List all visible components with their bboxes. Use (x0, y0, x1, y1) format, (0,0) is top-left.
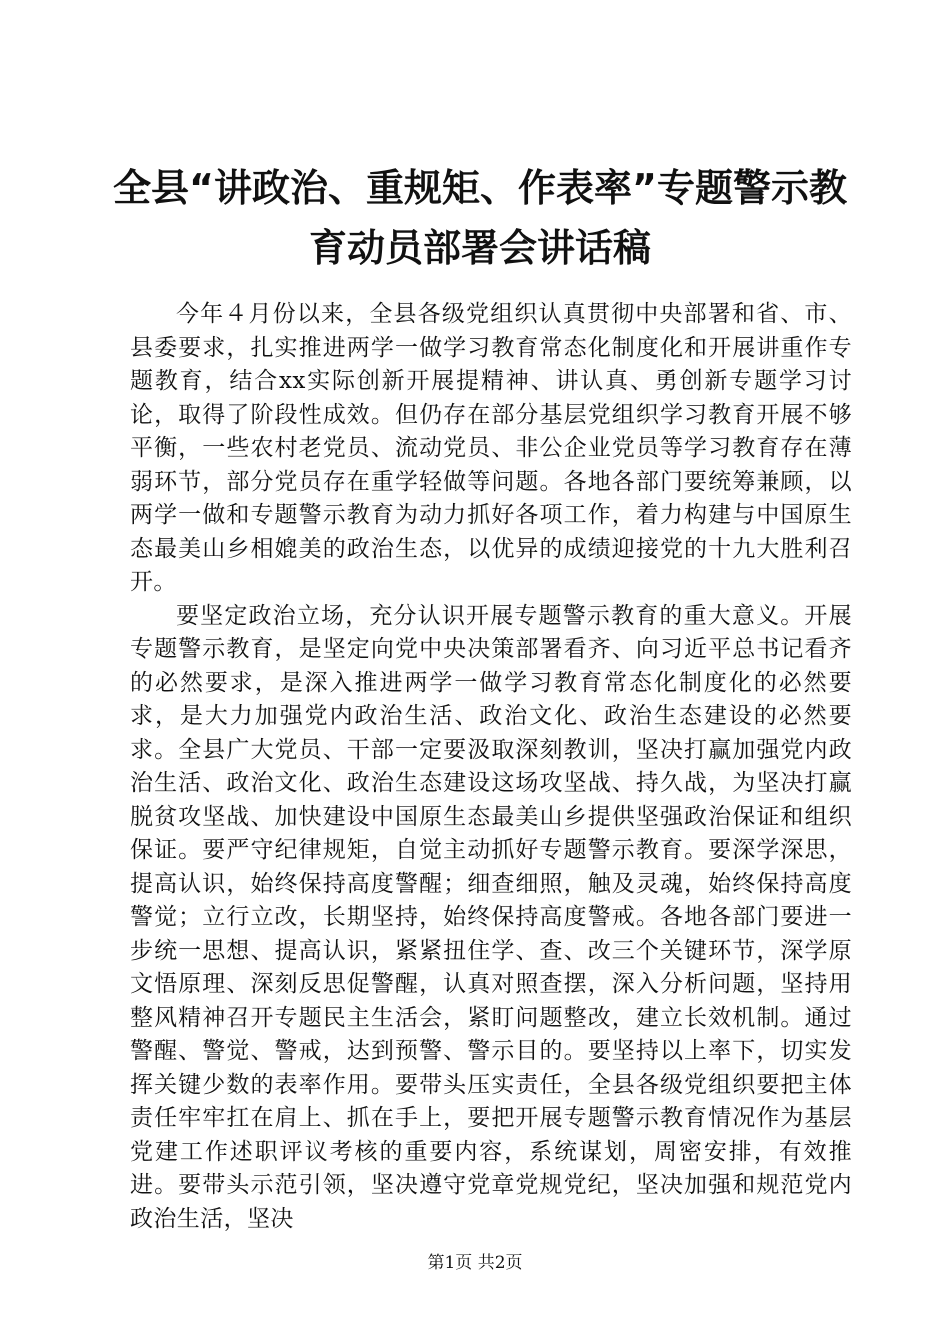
title-line-2: 育动员部署会讲话稿 (308, 226, 651, 270)
document-title (110, 158, 850, 278)
document-body (130, 298, 852, 1236)
page-footer: 第1页 共2页 (427, 1253, 523, 1273)
paragraph-1: 今年４月份以来，全县各级党组织认真贯彻中央部署和省、市、县委要求，扎实推进两学一做学习教育常态化制度化和开展讲重作专题教育，结合xx实际创新开展提精神、讲认真、勇创新专题学习讨论，取得了阶段性成效。但仍存在部分基层党组织学习教育开展不够平衡，一些农村老党员、流动党员、非公企业党员等学习教育存在薄弱环节，部分党员存在重学轻做等问题。各地各部门要统筹兼顾，以两学一做和专题警示教育为动力抓好各项工作，着力构建与中国原生态最美山乡相媲美的政治生态，以优异的成绩迎接党的十九大胜利召开。 (130, 301, 852, 595)
paragraph-2: 要坚定政治立场，充分认识开展专题警示教育的重大意义。开展专题警示教育，是坚定向党中央决策部署看齐、向习近平总书记看齐的必然要求，是深入推进两学一做学习教育常态化制度化的必然要求，是大力加强党内政治生活、政治文化、政治生态建设的必然要求。全县广大党员、干部一定要汲取深刻教训，坚决打赢加强党内政治生活、政治文化、政治生态建设这场攻坚战、持久战，为坚决打赢脱贫攻坚战、加快建设中国原生态最美山乡提供坚强政治保证和组织保证。要严守纪律规矩，自觉主动抓好专题警示教育。要深学深思，提高认识，始终保持高度警醒；细查细照，触及灵魂，始终保持高度警觉；立行立改，长期坚持，始终保持高度警戒。各地各部门要进一步统一思想、提高认识，紧紧扭住学、查、改三个关键环节，深学原文悟原理、深刻反思促警醒，认真对照查摆，深入分析问题，坚持用整风精神召开专题民主生活会，紧盯问题整改，建立长效机制。通过警醒、警觉、警戒，达到预警、警示目的。要坚持以上率下，切实发挥关键少数的表率作用。要带头压实责任，全县各级党组织要把主体责任牢牢扛在肩上、抓在手上，要把开展专题警示教育情况作为基层党建工作述职评议考核的重要内容，系统谋划，周密安排，有效推进。要带头示范引领，坚决遵守党章党规党纪，坚决加强和规范党内政治生活，坚决 (130, 602, 852, 1232)
title-line-1: 全县“讲政治、重规矩、作表率”专题警示教 (113, 166, 847, 210)
